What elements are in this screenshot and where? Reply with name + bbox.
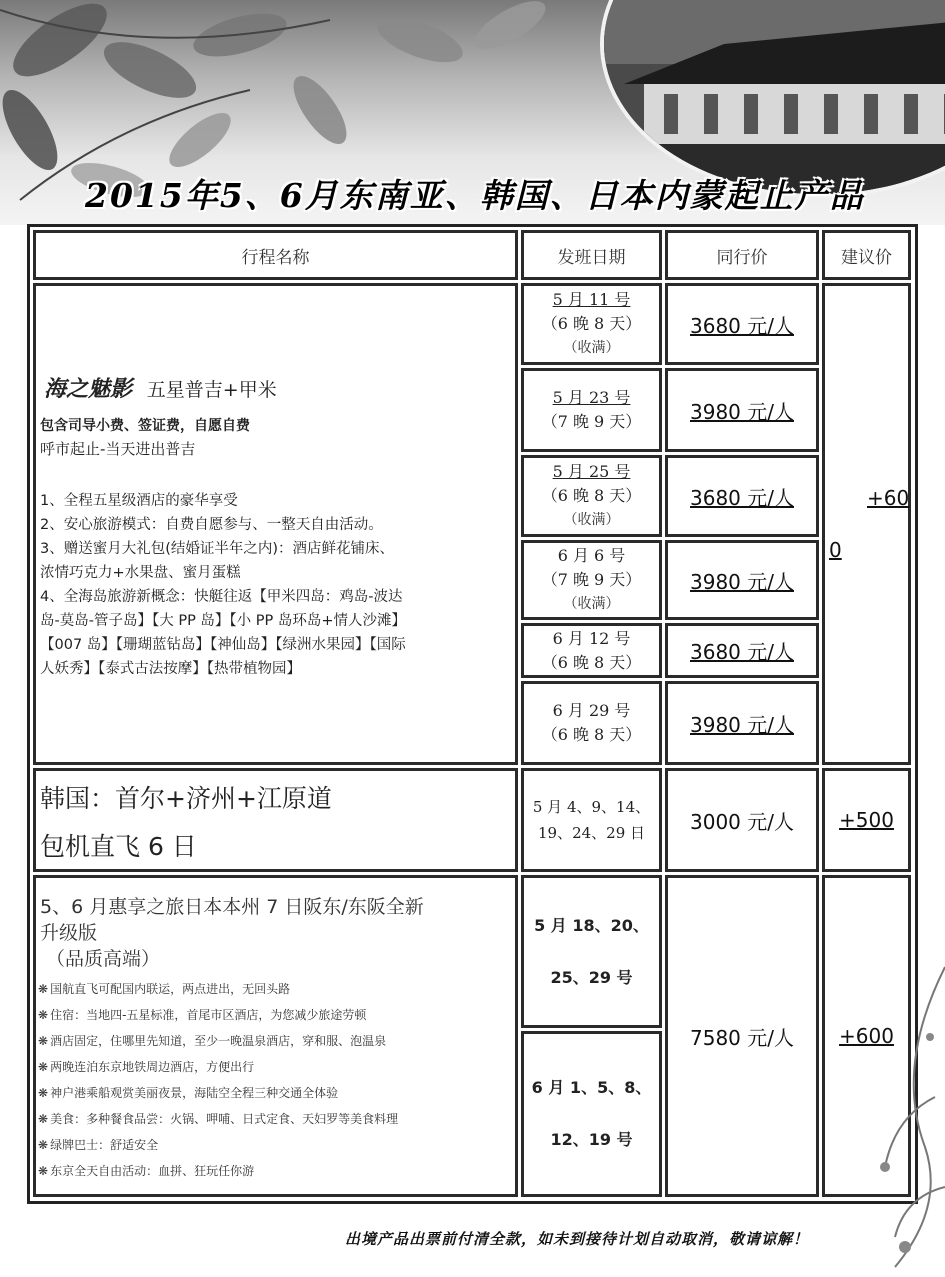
date-text: 25、29 号 xyxy=(550,967,633,987)
section1-description xyxy=(33,283,518,765)
bullet-item xyxy=(38,1002,398,1028)
header-suggest-price: 建议价 xyxy=(822,230,911,280)
palace-photo xyxy=(600,0,945,198)
feature-line: 浓情巧克力+水果盘、蜜月蛋糕 xyxy=(40,565,241,581)
duration-text: （6 晚 8 天） xyxy=(541,725,642,744)
section3-dates-may xyxy=(521,875,662,1028)
suggest-value-b: 0 xyxy=(829,538,842,562)
japan-quality-tag: （品质高端） xyxy=(46,948,161,970)
trade-price-3 xyxy=(665,455,819,537)
bullet-item xyxy=(38,1054,398,1080)
feature-line: 【007 岛】【珊瑚蓝钻岛】【神仙岛】【绿洲水果园】【国际 xyxy=(40,637,406,653)
korea-charter: 包机直飞 6 日 xyxy=(40,832,197,861)
bullet-item xyxy=(38,1132,398,1158)
status-text: （收满） xyxy=(563,596,620,612)
section3-description xyxy=(33,875,518,1197)
bullet-item xyxy=(38,976,398,1002)
departure-date-1 xyxy=(521,283,662,365)
trade-price-2 xyxy=(665,368,819,452)
feature-line: 3、赠送蜜月大礼包(结婚证半年之内)：酒店鲜花铺床、 xyxy=(40,541,395,557)
section1-subtitle: 五星普吉+甲米 xyxy=(146,379,277,401)
trade-price-5 xyxy=(665,623,819,678)
bullet-text: 美食：多种餐食品尝：火锅、呷哺、日式定食、天妇罗等美食料理 xyxy=(50,1112,399,1126)
price-text: 3980 元/人 xyxy=(690,712,794,737)
section1-features xyxy=(40,489,406,681)
brand-name: 海之魅影 xyxy=(44,376,133,402)
date-text: 5 月 18、20、 xyxy=(534,915,649,935)
section2-suggest-price xyxy=(822,768,911,872)
feature-line: 岛-莫岛-管子岛】【大 PP 岛】【小 PP 岛环岛+情人沙滩】 xyxy=(40,613,407,629)
suggest-text: +600 xyxy=(839,1024,894,1048)
bullet-star-icon: ❋ xyxy=(38,1138,49,1152)
duration-text: （6 晚 8 天） xyxy=(541,486,642,505)
bullet-star-icon: ❋ xyxy=(38,1086,49,1100)
date-text: 6 月 6 号 xyxy=(557,546,626,565)
section1-route: 呼市起止-当天进出普吉 xyxy=(40,440,196,458)
feature-line: 2、安心旅游模式：自费自愿参与、一整天自由活动。 xyxy=(40,517,383,533)
section1-includes: 包含司导小费、签证费，自愿自费 xyxy=(40,418,250,434)
bullet-item xyxy=(38,1158,398,1184)
trade-price-4 xyxy=(665,540,819,620)
section1-suggest-price xyxy=(822,283,911,765)
status-text: （收满） xyxy=(563,512,620,528)
date-text: 19、24、29 日 xyxy=(537,824,646,842)
departure-date-2 xyxy=(521,368,662,452)
page-title: 2015年5、6月东南亚、韩国、日本内蒙起止产品 xyxy=(85,176,865,215)
date-text: 5 月 11 号 xyxy=(552,290,631,309)
feature-line: 4、全海岛旅游新概念：快艇往返【甲米四岛：鸡岛-波达 xyxy=(40,589,403,605)
price-text: 3980 元/人 xyxy=(690,569,794,594)
bullet-item xyxy=(38,1106,398,1132)
date-text: 6 月 1、5、8、 xyxy=(531,1078,652,1097)
duration-text: （7 晚 9 天） xyxy=(541,412,642,431)
price-text: 3680 元/人 xyxy=(690,313,794,338)
bullet-star-icon: ❋ xyxy=(38,1008,49,1022)
bullet-text: 绿牌巴士：舒适安全 xyxy=(50,1138,159,1152)
date-text: 6 月 12 号 xyxy=(552,628,631,648)
header-name: 行程名称 xyxy=(33,230,518,280)
header-date: 发班日期 xyxy=(521,230,662,280)
section2-trade-price xyxy=(665,768,819,872)
bullet-text: 酒店固定，住哪里先知道，至少一晚温泉酒店，穿和服、泡温泉 xyxy=(50,1034,387,1048)
departure-date-6 xyxy=(521,681,662,765)
japan-title-line: 5、6 月惠享之旅日本本州 7 日阪东/东阪全新 xyxy=(40,896,424,918)
bullet-item xyxy=(38,1080,398,1106)
bullet-star-icon: ❋ xyxy=(38,1164,49,1178)
price-text: 3680 元/人 xyxy=(690,485,794,510)
japan-title-line: 升级版 xyxy=(40,922,98,944)
bullet-star-icon: ❋ xyxy=(38,1112,49,1126)
date-text: 5 月 4、9、14、 xyxy=(532,798,651,816)
trade-price-1 xyxy=(665,283,819,365)
korea-route: 韩国：首尔+济州+江原道 xyxy=(40,784,332,813)
bullet-star-icon: ❋ xyxy=(38,1034,49,1048)
price-text: 3000 元/人 xyxy=(690,809,794,834)
departure-date-4 xyxy=(521,540,662,620)
departure-date-3 xyxy=(521,455,662,537)
departure-date-5 xyxy=(521,623,662,678)
date-text: 5 月 25 号 xyxy=(552,462,631,481)
bullet-text: 两晚连泊东京地铁周边酒店，方便出行 xyxy=(50,1060,255,1074)
japan-bullets xyxy=(38,976,398,1184)
trade-price-6 xyxy=(665,681,819,765)
section3-dates-june xyxy=(521,1031,662,1197)
section2-dates xyxy=(521,768,662,872)
bullet-star-icon: ❋ xyxy=(38,982,49,996)
bullet-text: 住宿：当地四-五星标准，首尾市区酒店，为您减少旅途劳顿 xyxy=(50,1008,367,1022)
feature-line: 人妖秀】【泰式古法按摩】【热带植物园】 xyxy=(40,661,301,677)
bullet-star-icon: ❋ xyxy=(38,1060,49,1074)
price-text: 3680 元/人 xyxy=(690,640,794,664)
bullet-item xyxy=(38,1028,398,1054)
bullet-text: 神户港乘船观赏美丽夜景，海陆空全程三种交通全体验 xyxy=(50,1086,339,1100)
date-text: 12、19 号 xyxy=(550,1130,633,1149)
suggest-value-a: +60 xyxy=(867,486,910,510)
price-text: 7580 元/人 xyxy=(690,1025,794,1050)
duration-text: （6 晚 8 天） xyxy=(541,314,642,333)
status-text: （收满） xyxy=(563,340,620,356)
duration-text: （7 晚 9 天） xyxy=(541,570,642,589)
header-trade-price: 同行价 xyxy=(665,230,819,280)
suggest-text: +500 xyxy=(839,808,894,832)
date-text: 5 月 23 号 xyxy=(552,388,631,407)
price-text: 3980 元/人 xyxy=(690,399,794,424)
bullet-text: 国航直飞可配国内联运，两点进出，无回头路 xyxy=(50,982,291,996)
duration-text: （6 晚 8 天） xyxy=(541,652,642,672)
section2-description xyxy=(33,768,518,872)
feature-line: 1、全程五星级酒店的豪华享受 xyxy=(40,493,238,509)
footer-notice: 出境产品出票前付清全款，如未到接待计划自动取消，敬请谅解！ xyxy=(345,1230,810,1248)
bullet-text: 东京全天自由活动：血拼、狂玩任你游 xyxy=(50,1164,255,1178)
header-banner xyxy=(0,0,945,225)
date-text: 6 月 29 号 xyxy=(552,701,631,720)
